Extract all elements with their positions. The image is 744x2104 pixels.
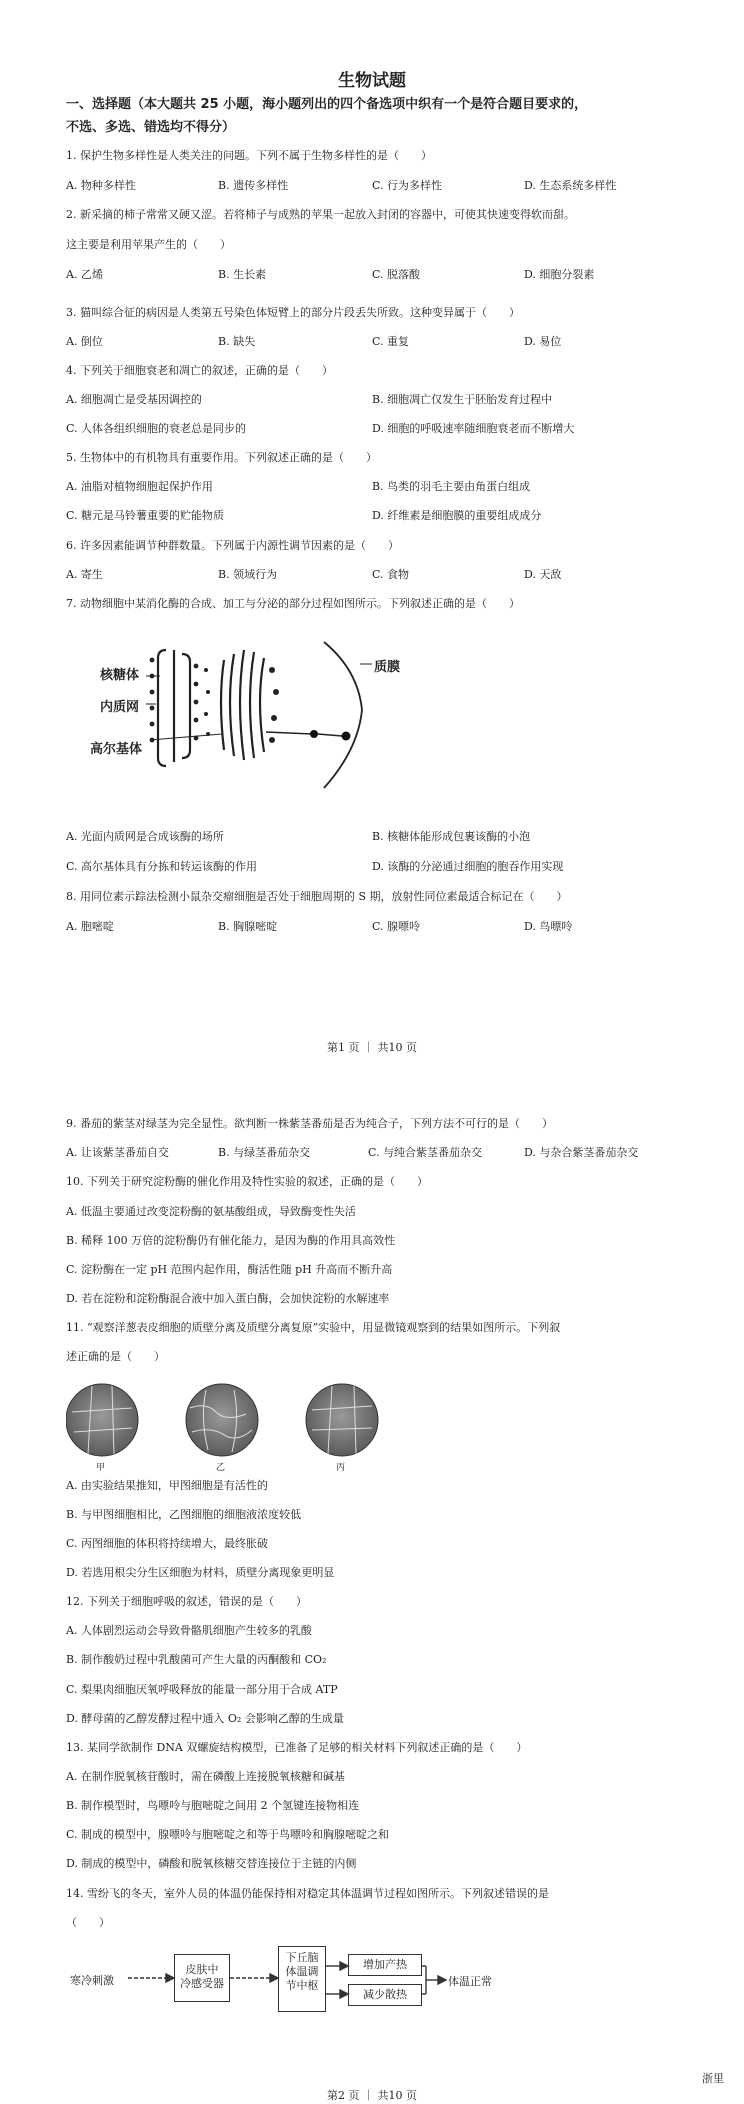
page-footer-2: 第2 页 ｜ 共10 页: [327, 2089, 417, 2102]
question-2-stem-cont: 这主要是利用苹果产生的（ ）: [66, 238, 231, 251]
option-c: C. 丙图细胞的体积将持续增大，最终胀破: [66, 1537, 269, 1550]
cold-stimulus-label: 寒冷刺激: [70, 1974, 114, 1987]
option-b: B. 与绿茎番茄杂交: [218, 1146, 311, 1159]
question-13-stem: 13. 某同学欲制作 DNA 双螺旋结构模型，已准备了足够的相关材料下列叙述正确的是（ ）: [66, 1741, 528, 1754]
secretion-figure: [90, 640, 416, 790]
option-b: B. 制作酸奶过程中乳酸菌可产生大量的丙酮酸和 CO₂: [66, 1653, 327, 1666]
option-a: A. 光面内质网是合成该酶的场所: [66, 830, 224, 843]
corner-watermark: 浙里: [702, 2072, 724, 2085]
option-a: A. 由实验结果推知，甲图细胞是有活性的: [66, 1479, 268, 1492]
plasmolysis-micrographs: [66, 1378, 396, 1474]
center-line1: 下丘脑: [285, 1951, 319, 1964]
question-2-stem: 2. 新采摘的柿子常常又硬又涩。若将柿子与成熟的苹果一起放入封闭的容器中，可使其快速变得软而甜。: [66, 208, 575, 221]
option-d: D. 细胞的呼吸速率随细胞衰老而不断增大: [372, 422, 575, 435]
question-8-stem: 8. 用同位素示踪法检测小鼠杂交瘤细胞是否处于细胞周期的 S 期，放射性同位素最适合标记在（ ）: [66, 890, 568, 903]
section-heading-cont: 不选、多选、错选均不得分）: [66, 120, 236, 135]
question-11-stem: 11. “观察洋葱表皮细胞的质壁分离及质壁分离复原”实验中，用显微镜观察到的结果如图所示。下列叙: [66, 1321, 561, 1334]
secretion-diagram: [96, 640, 416, 790]
option-a: A. 寄生: [66, 568, 103, 581]
option-b: B. 核糖体能形成包裹该酶的小泡: [372, 830, 531, 843]
membrane-label: 质膜: [374, 660, 401, 675]
reduce-heat-loss-box: 减少散热: [348, 1984, 422, 2006]
question-6-stem: 6. 许多因素能调节种群数量。下列属于内源性调节因素的是（ ）: [66, 539, 399, 552]
option-d: D. 生态系统多样性: [524, 179, 617, 192]
option-c: C. 行为多样性: [372, 179, 443, 192]
option-d: D. 酵母菌的乙醇发酵过程中通入 O₂ 会影响乙醇的生成量: [66, 1712, 344, 1725]
option-b: B. 细胞凋亡仅发生于胚胎发育过程中: [372, 393, 553, 406]
ribosome-label: 核糖体: [100, 668, 140, 683]
option-d: D. 若在淀粉和淀粉酶混合液中加入蛋白酶，会加快淀粉的水解速率: [66, 1292, 390, 1305]
golgi-label: 高尔基体: [90, 742, 143, 757]
option-d: D. 该酶的分泌通过细胞的胞吞作用实现: [372, 860, 564, 873]
option-c: C. 梨果肉细胞厌氧呼吸释放的能量一部分用于合成 ATP: [66, 1683, 338, 1696]
option-a: A. 物种多样性: [66, 179, 136, 192]
increase-heat-box: 增加产热: [348, 1954, 422, 1976]
question-14-stem-cont: （ ）: [66, 1916, 110, 1929]
option-b: B. 鸟类的羽毛主要由角蛋白组成: [372, 480, 531, 493]
option-a: A. 在制作脱氧核苷酸时，需在磷酸上连接脱氧核糖和碱基: [66, 1770, 345, 1783]
thermoregulation-diagram: [70, 1944, 530, 2014]
option-d: D. 鸟嘌呤: [524, 920, 573, 933]
option-b: B. 与甲图细胞相比，乙图细胞的细胞液浓度较低: [66, 1508, 302, 1521]
option-a: A. 低温主要通过改变淀粉酶的氨基酸组成，导致酶变性失活: [66, 1205, 356, 1218]
option-d: D. 与杂合紫茎番茄杂交: [524, 1146, 639, 1159]
option-d: D. 细胞分裂素: [524, 268, 595, 281]
option-c: C. 食物: [372, 568, 410, 581]
option-b: B. 稀释 100 万倍的淀粉酶仍有催化能力，是因为酶的作用具高效性: [66, 1234, 396, 1247]
option-a: A. 胞嘧啶: [66, 920, 114, 933]
page-footer-1: 第1 页 ｜ 共10 页: [327, 1041, 417, 1054]
option-a: A. 细胞凋亡是受基因调控的: [66, 393, 202, 406]
option-d: D. 易位: [524, 335, 562, 348]
question-9-stem: 9. 番茄的紫茎对绿茎为完全显性。欲判断一株紫茎番茄是否为纯合子，下列方法不可行的是（ ）: [66, 1117, 553, 1130]
receptor-line2: 冷感受器: [180, 1977, 224, 1990]
question-4-stem: 4. 下列关于细胞衰老和凋亡的叙述，正确的是（ ）: [66, 364, 333, 377]
option-b: B. 生长素: [218, 268, 267, 281]
question-14-stem: 14. 雪纷飞的冬天，室外人员的体温仍能保持相对稳定其体温调节过程如图所示。下列叙述错误的是: [66, 1887, 549, 1900]
question-1-stem: 1. 保护生物多样性是人类关注的问题。下列不属于生物多样性的是（ ）: [66, 149, 432, 162]
option-c: C. 腺嘌呤: [372, 920, 421, 933]
option-a: A. 让该紫茎番茄自交: [66, 1146, 169, 1159]
figure-label-bing: 丙: [336, 1463, 346, 1473]
option-b: B. 领域行为: [218, 568, 278, 581]
option-c: C. 脱落酸: [372, 268, 421, 281]
question-3-stem: 3. 猫叫综合征的病因是人类第五号染色体短臂上的部分片段丢失所致。这种变异属于（ ）: [66, 306, 520, 319]
option-d: D. 制成的模型中，磷酸和脱氧核糖交替连接位于主链的内侧: [66, 1857, 357, 1870]
option-b: B. 遗传多样性: [218, 179, 289, 192]
option-c: C. 糖元是马铃薯重要的贮能物质: [66, 509, 225, 522]
plasmolysis-figure: [66, 1378, 396, 1474]
option-c: C. 重复: [372, 335, 410, 348]
receptor-box: [174, 1954, 230, 2002]
figure-label-yi: 乙: [216, 1463, 226, 1473]
hypothalamus-box: [278, 1946, 326, 2012]
question-10-stem: 10. 下列关于研究淀粉酶的催化作用及特性实验的叙述，正确的是（ ）: [66, 1175, 428, 1188]
figure-label-jia: 甲: [96, 1463, 106, 1473]
question-7-stem: 7. 动物细胞中某消化酶的合成、加工与分泌的部分过程如图所示。下列叙述正确的是（ ）: [66, 597, 520, 610]
question-12-stem: 12. 下列关于细胞呼吸的叙述，错误的是（ ）: [66, 1595, 307, 1608]
option-c: C. 制成的模型中，腺嘌呤与胞嘧啶之和等于鸟嘌呤和胸腺嘧啶之和: [66, 1828, 390, 1841]
er-label: 内质网: [100, 700, 140, 715]
center-line3: 节中枢: [285, 1979, 319, 1992]
option-d: D. 天敌: [524, 568, 562, 581]
option-d: D. 若选用根尖分生区细胞为材料，质壁分离现象更明显: [66, 1566, 335, 1579]
question-11-stem-cont: 述正确的是（ ）: [66, 1350, 165, 1363]
option-b: B. 制作模型时，鸟嘌呤与胞嘧啶之间用 2 个氢键连接物相连: [66, 1799, 360, 1812]
result-label: 体温正常: [448, 1975, 492, 1988]
option-c: C. 与纯合紫茎番茄杂交: [368, 1146, 483, 1159]
center-line2: 体温调: [285, 1965, 319, 1978]
option-b: B. 缺失: [218, 335, 256, 348]
receptor-line1: 皮肤中: [185, 1963, 219, 1976]
question-5-stem: 5. 生物体中的有机物具有重要作用。下列叙述正确的是（ ）: [66, 451, 377, 464]
option-b: B. 胸腺嘧啶: [218, 920, 278, 933]
option-d: D. 纤维素是细胞膜的重要组成成分: [372, 509, 542, 522]
page-title: 生物试题: [338, 71, 406, 91]
option-c: C. 淀粉酶在一定 pH 范围内起作用，酶活性随 pH 升高而不断升高: [66, 1263, 393, 1276]
option-a: A. 倒位: [66, 335, 103, 348]
section-heading: 一、选择题（本大题共 25 小题，海小题列出的四个备选项中织有一个是符合题目要求的，: [66, 97, 588, 112]
option-a: A. 油脂对植物细胞起保护作用: [66, 480, 213, 493]
option-a: A. 人体剧烈运动会导致骨骼肌细胞产生较多的乳酸: [66, 1624, 312, 1637]
option-c: C. 高尔基体具有分拣和转运该酶的作用: [66, 860, 258, 873]
option-a: A. 乙烯: [66, 268, 103, 281]
option-c: C. 人体各组织细胞的衰老总是同步的: [66, 422, 247, 435]
